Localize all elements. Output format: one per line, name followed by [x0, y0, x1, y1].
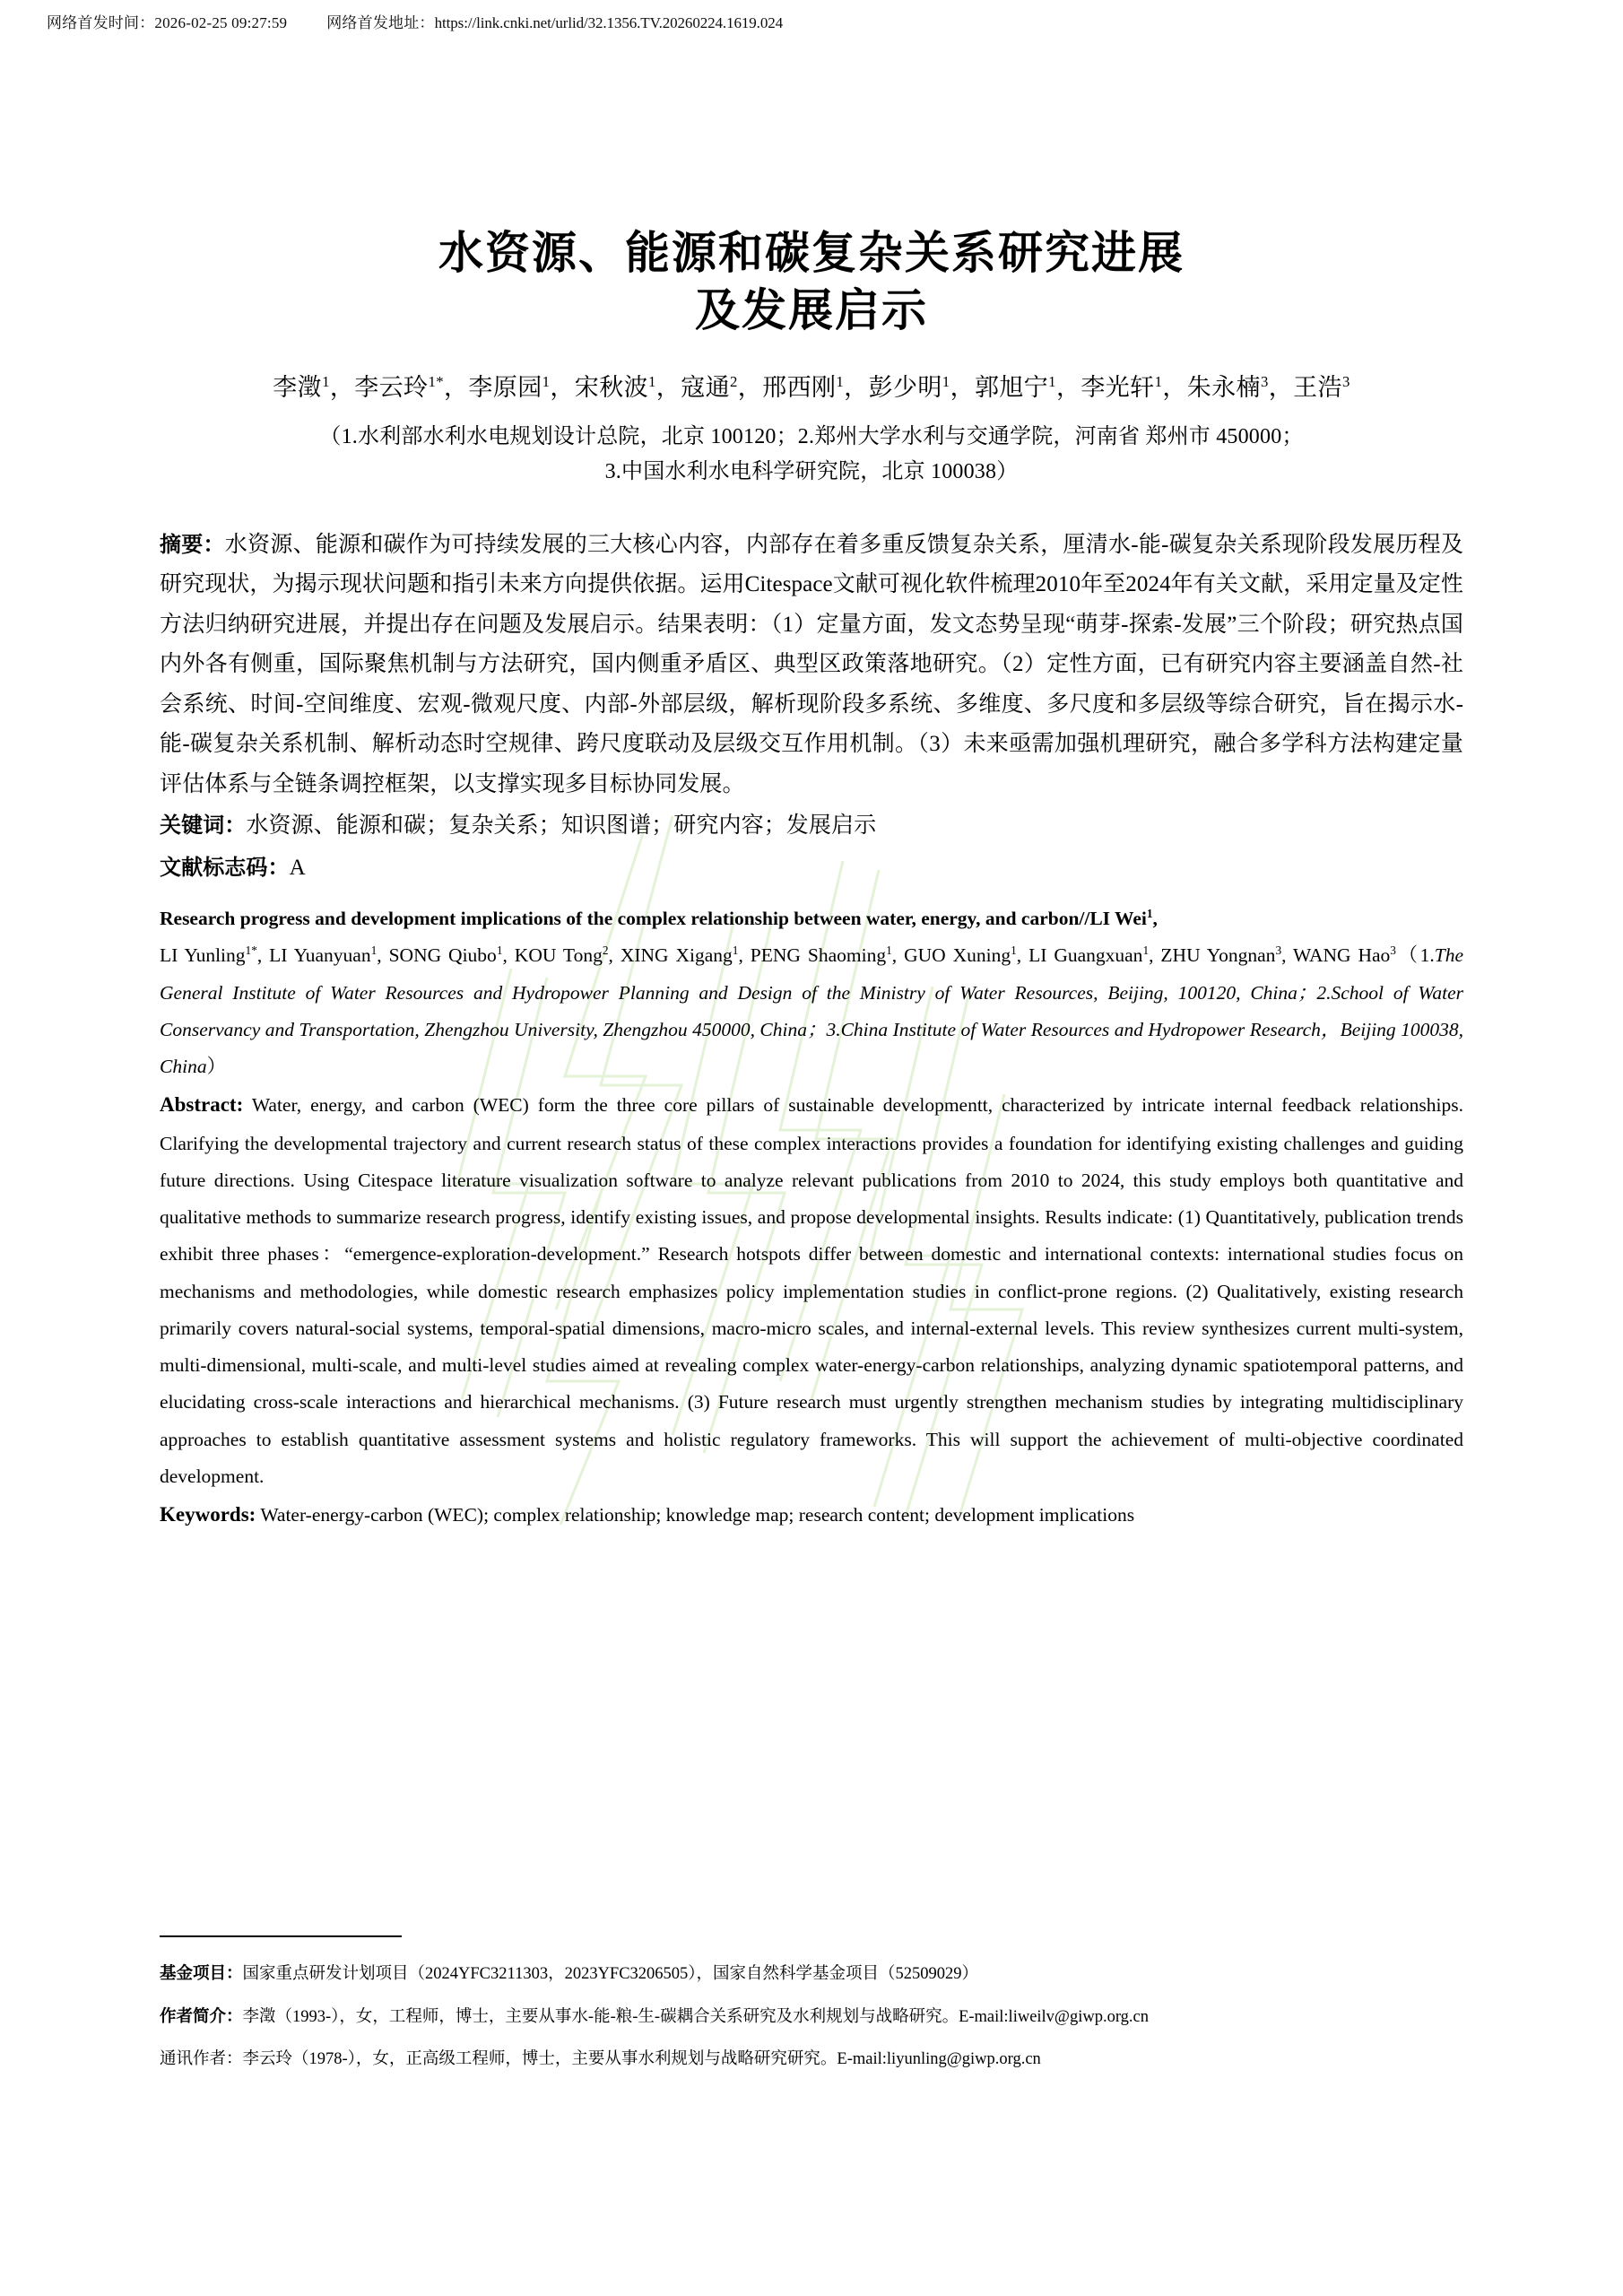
footnotes	[160, 1935, 1463, 2085]
abstract-en	[160, 1085, 1463, 1495]
corresponding-author-note	[160, 2043, 1463, 2076]
keywords-cn-label: 关键词：	[160, 813, 247, 839]
publish-url-value[interactable]: https://link.cnki.net/urlid/32.1356.TV.20260224.1619.024	[434, 14, 784, 31]
abstract-en-text: Water, energy, and carbon (WEC) form the three core pillars of sustainable developmentt, characterized by intricate internal feedback relationships. Clarifying the developmental trajectory and current research status of these complex interactions provides a foundation for identifying existing challenges and guiding future directions. Using Citespace literature visualization software to analyze relevant publications from 2010 to 2024, this study employs both quantitative and qualitative methods to summarize research progress, identify existing issues, and propose developmental insights. Results indicate: (1) Quantitatively, publication trends exhibit three phases：“emergence-exploration-development.” Research hotspots differ between domestic and international contexts: international studies focus on mechanisms and methodologies, while domestic research emphasizes policy implementation studies in conflict-prone regions. (2) Qualitatively, existing research primarily covers natural-social systems, temporal-spatial dimensions, macro-micro scales, and internal-external levels. This review synthesizes current multi-system, multi-dimensional, multi-scale, and multi-level studies aimed at revealing complex water-energy-carbon relationships, analyzing dynamic spatiotemporal patterns, and elucidating cross-scale interactions and hierarchical mechanisms. (3) Future research must urgently strengthen mechanism studies by integrating multidisciplinary approaches to establish quantitative assessment systems and holistic regulatory frameworks. This will support the achievement of multi-objective coordinated development.	[160, 1094, 1463, 1487]
author-sup: 1	[1142, 944, 1150, 958]
chinese-abstract-block	[160, 526, 1463, 889]
author-sup: 2	[602, 944, 609, 958]
clc-value: A	[289, 855, 306, 880]
author-sup: 1	[1154, 373, 1163, 390]
funding-note	[160, 1957, 1463, 1991]
author-sup: 1*	[245, 944, 257, 958]
author-sup: 1	[1048, 373, 1056, 390]
author-sup: 3	[1260, 373, 1269, 390]
author-bio-label: 作者简介：	[160, 2007, 243, 2026]
author-sup: 1	[370, 944, 378, 958]
author-sup: 1	[648, 373, 656, 390]
corresponding-label: 通讯作者：	[160, 2050, 243, 2068]
english-block	[160, 900, 1463, 1535]
author-sup: 1	[322, 373, 330, 390]
author-sup: 1	[942, 373, 950, 390]
affiliation-line-2: 3.中国水利水电科学研究院，北京 100038）	[604, 459, 1019, 483]
title-en: Research progress and development implications of the complex relationship between water, energy, and carbon//LI Wei$^1$,	[160, 906, 1158, 930]
author-sup: 1	[1011, 944, 1017, 958]
author-sup: 1	[836, 373, 845, 390]
abstract-cn-label: 摘要：	[160, 531, 225, 557]
corresponding-text: 李云玲（1978-），女，正高级工程师，博士，主要从事水利规划与战略研究研究。E-mail:liyunling@giwp.org.cn	[242, 2050, 1041, 2068]
cnki-first-publication-header	[47, 13, 1576, 34]
affiliation-line-1: （1.水利部水利水电规划设计总院，北京 100120；2.郑州大学水利与交通学院，河南省 郑州市 450000；	[319, 424, 1304, 448]
publish-url-label: 网络首发地址：	[326, 14, 435, 31]
clc-code	[160, 848, 1463, 889]
author-sup: 1	[732, 944, 739, 958]
author-sup: 1	[496, 944, 503, 958]
funding-label: 基金项目：	[160, 1964, 243, 1983]
affiliation-sup: 1	[1146, 906, 1153, 920]
footnote-divider	[160, 1935, 402, 1937]
affiliations-cn	[160, 420, 1463, 490]
author-bio-text: 李澂（1993-），女，工程师，博士，主要从事水-能-粮-生-碳耦合关系研究及水利规划与战略研究。E-mail:liweilv@giwp.org.cn	[242, 2008, 1150, 2026]
page-title	[160, 224, 1463, 339]
author-sup: 3	[1390, 944, 1396, 958]
keywords-en-label: Keywords:	[160, 1503, 256, 1526]
keywords-cn	[160, 806, 1463, 847]
keywords-cn-text: 水资源、能源和碳；复杂关系；知识图谱；研究内容；发展启示	[246, 813, 877, 839]
title-line-2: 及发展启示	[695, 284, 928, 336]
publish-time-label: 网络首发时间：	[47, 14, 155, 31]
author-sup: 1*	[428, 373, 445, 390]
title-line-1: 水资源、能源和碳复杂关系研究进展	[438, 227, 1185, 279]
author-sup: 2	[730, 373, 738, 390]
author-sup: 1	[542, 373, 551, 390]
authors-en: LI Yunling$^{1*}$, LI Yuanyuan$^1$, SONG Qiubo$^1$, KOU Tong$^2$, XING Xigang$^1$, PENG Shaoming$^1$, GUO Xuning$^1$, LI Guangxuan$^1$, ZHU Yongnan$^3$, WANG Hao$^3$（1.The General Institute of Water Resources and Hydropower Planning and Design of the Ministry of Water Resources, Beijing, 100120, China；2.School of Water Conservancy and Transportation, Zhengzhou University, Zhengzhou 450000, China；3.China Institute of Water Resources and Hydropower Research，Beijing 100038, China）	[160, 944, 1463, 1078]
author-sup: 1	[886, 944, 892, 958]
abstract-cn	[160, 526, 1463, 805]
affiliations-en: The General Institute of Water Resources and Hydropower Planning and Design of the Ministry of Water Resources, Beijing, 100120, China；2.School of Water Conservancy and Transportation, Zhengzhou University, Zhengzhou 450000, China；3.China Institute of Water Resources and Hydropower Research，Beijing 100038, China	[160, 944, 1463, 1078]
funding-text: 国家重点研发计划项目（2024YFC3211303，2023YFC3206505），国家自然科学基金项目（52509029）	[242, 1965, 979, 1983]
publish-time-value: 2026-02-25 09:27:59	[154, 14, 288, 31]
title-en-text: Research progress and development implications of the complex relationship between water, energy, and carbon//LI Wei	[160, 908, 1147, 930]
author-sup: 3	[1341, 373, 1350, 390]
author-bio-note	[160, 2000, 1463, 2034]
keywords-en-text: Water-energy-carbon (WEC); complex relationship; knowledge map; research content; development implications	[260, 1504, 1135, 1526]
authors-cn: 李澂$^1$，李云玲$^{1*}$，李原园$^1$，宋秋波$^1$，寇通$^2$，邢西刚$^1$，彭少明$^1$，郭旭宁$^1$，李光轩$^1$，朱永楠$^3$，王浩$^3$	[273, 373, 1350, 401]
article-content	[160, 224, 1463, 1535]
keywords-en	[160, 1495, 1463, 1535]
clc-label: 文献标志码：	[160, 854, 290, 880]
author-sup: 3	[1275, 944, 1282, 958]
abstract-en-label: Abstract:	[160, 1093, 244, 1117]
abstract-cn-text: 水资源、能源和碳作为可持续发展的三大核心内容，内部存在着多重反馈复杂关系，厘清水-能-碳复杂关系现阶段发展历程及研究现状，为揭示现状问题和指引未来方向提供依据。运用Citespace文献可视化软件梳理2010年至2024年有关文献，采用定量及定性方法归纳研究进展，并提出存在问题及发展启示。结果表明：（1）定量方面，发文态势呈现“萌芽-探索-发展”三个阶段；研究热点国内外各有侧重，国际聚焦机制与方法研究，国内侧重矛盾区、典型区政策落地研究。（2）定性方面，已有研究内容主要涵盖自然-社会系统、时间-空间维度、宏观-微观尺度、内部-外部层级，解析现阶段多系统、多维度、多尺度和多层级等综合研究，旨在揭示水-能-碳复杂关系机制、解析动态时空规律、跨尺度联动及层级交互作用机制。（3）未来亟需加强机理研究，融合多学科方法构建定量评估体系与全链条调控框架，以支撑实现多目标协同发展。	[160, 532, 1463, 796]
